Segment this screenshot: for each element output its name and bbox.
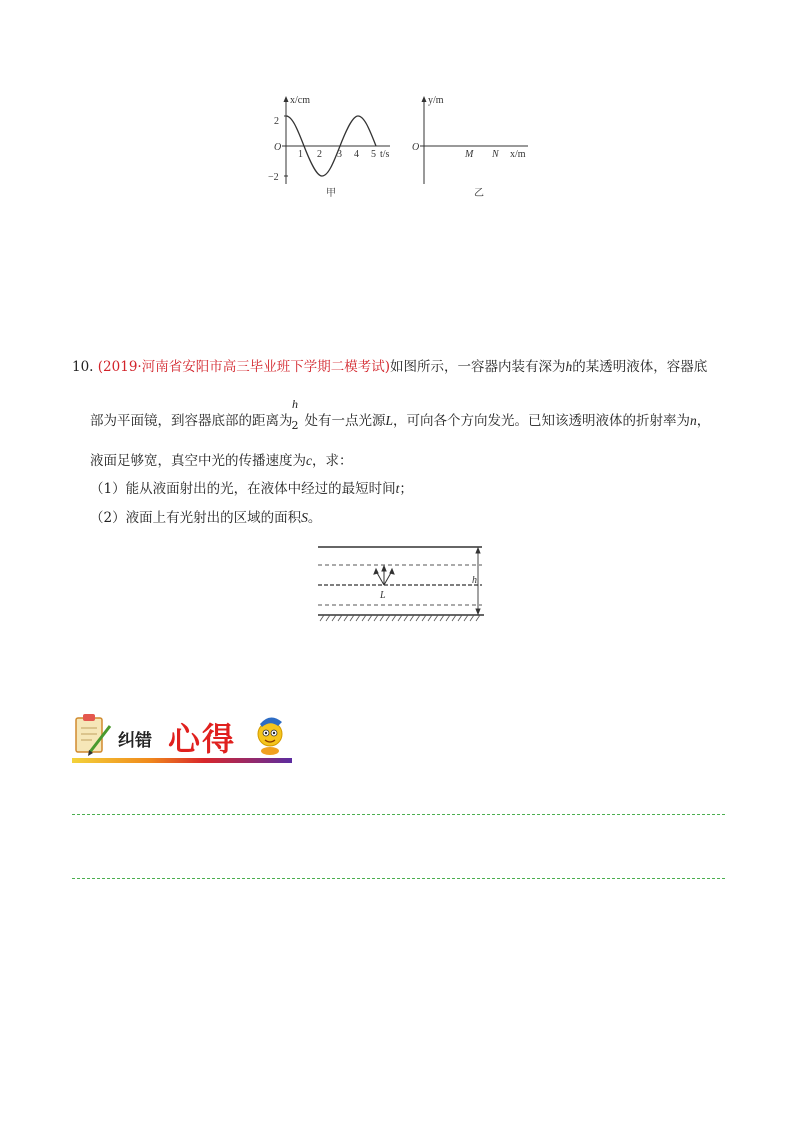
banner-correction-notes bbox=[72, 710, 292, 766]
yi-y-arrow-icon bbox=[422, 96, 427, 102]
sub1-tail: ； bbox=[399, 481, 413, 497]
line3-head: 液面足够宽，真空中光的传播速度为 bbox=[90, 453, 306, 469]
yi-point-m: M bbox=[465, 149, 474, 160]
var-t: t bbox=[395, 481, 400, 496]
question-text-tail: 的某透明液体，容器底 bbox=[572, 359, 708, 375]
var-c: c bbox=[306, 453, 312, 468]
jia-x-tick-1: 1 bbox=[298, 149, 303, 160]
yi-point-n: N bbox=[492, 149, 499, 160]
question-source: (2019·河南省安阳市高三毕业班下学期二模考试) bbox=[97, 359, 390, 375]
var-n: n bbox=[690, 413, 697, 428]
question-text: 如图所示，一容器内装有深为 bbox=[389, 359, 566, 375]
question-line-3 bbox=[90, 451, 353, 471]
jia-x-tick-4: 4 bbox=[354, 149, 359, 160]
yi-x-label: x/m bbox=[510, 149, 526, 160]
jia-caption: 甲 bbox=[326, 188, 336, 199]
banner-underline bbox=[72, 758, 292, 763]
jia-x-tick-3: 3 bbox=[337, 149, 342, 160]
jia-x-tick-5: 5 bbox=[371, 149, 376, 160]
wave-figures bbox=[262, 92, 542, 202]
yi-origin: O bbox=[412, 142, 420, 153]
var-s: S bbox=[301, 510, 308, 525]
sub-question-1 bbox=[90, 479, 413, 499]
line2-mid: 处有一点光源 bbox=[304, 413, 386, 429]
jia-x-tick-2: 2 bbox=[317, 149, 322, 160]
sub-question-2 bbox=[90, 508, 321, 528]
yi-caption: 乙 bbox=[474, 188, 484, 199]
figure-yi bbox=[412, 95, 528, 199]
sub1-head: （1）能从液面射出的光，在液体中经过的最短时间 bbox=[90, 481, 396, 497]
fraction-numerator: h bbox=[292, 397, 298, 411]
var-h: h bbox=[565, 359, 573, 374]
jia-y-label: x/cm bbox=[290, 95, 310, 106]
line2-end: ， bbox=[696, 413, 711, 429]
jia-y-tick-label-2: 2 bbox=[274, 116, 279, 127]
sub2-head: （2）液面上有光射出的区域的面积 bbox=[90, 510, 302, 526]
var-l: L bbox=[385, 413, 394, 428]
light-rays-icon bbox=[374, 566, 394, 585]
line3-tail: ，求： bbox=[312, 453, 353, 469]
question-line-2 bbox=[90, 411, 710, 431]
mirror-hatching bbox=[320, 615, 480, 621]
banner-text-big: 心得 bbox=[168, 720, 237, 758]
container-figure bbox=[314, 541, 489, 623]
jia-x-label: t/s bbox=[380, 149, 390, 160]
question-line-1 bbox=[72, 357, 707, 377]
answer-line-1 bbox=[72, 814, 725, 815]
jia-y-arrow-icon bbox=[284, 96, 289, 102]
figure-jia bbox=[268, 95, 390, 199]
line2-tail: ，可向各个方向发光。已知该透明液体的折射率为 bbox=[393, 413, 691, 429]
line2-head: 部为平面镜，到容器底部的距离为 bbox=[90, 413, 293, 429]
jia-y-tick-label-neg2: −2 bbox=[268, 172, 279, 183]
jia-origin: O bbox=[274, 142, 282, 153]
banner-text-small: 纠错 bbox=[118, 731, 152, 751]
cartoon-mascot-icon bbox=[254, 710, 290, 756]
fraction-denominator: 2 bbox=[291, 419, 299, 432]
label-h: h bbox=[472, 575, 477, 586]
sub2-tail: 。 bbox=[307, 510, 322, 526]
answer-line-2 bbox=[72, 878, 725, 879]
clipboard-pencil-icon bbox=[72, 712, 112, 760]
label-l: L bbox=[380, 590, 386, 601]
question-number: 10. bbox=[72, 359, 94, 375]
yi-y-label: y/m bbox=[428, 95, 444, 106]
